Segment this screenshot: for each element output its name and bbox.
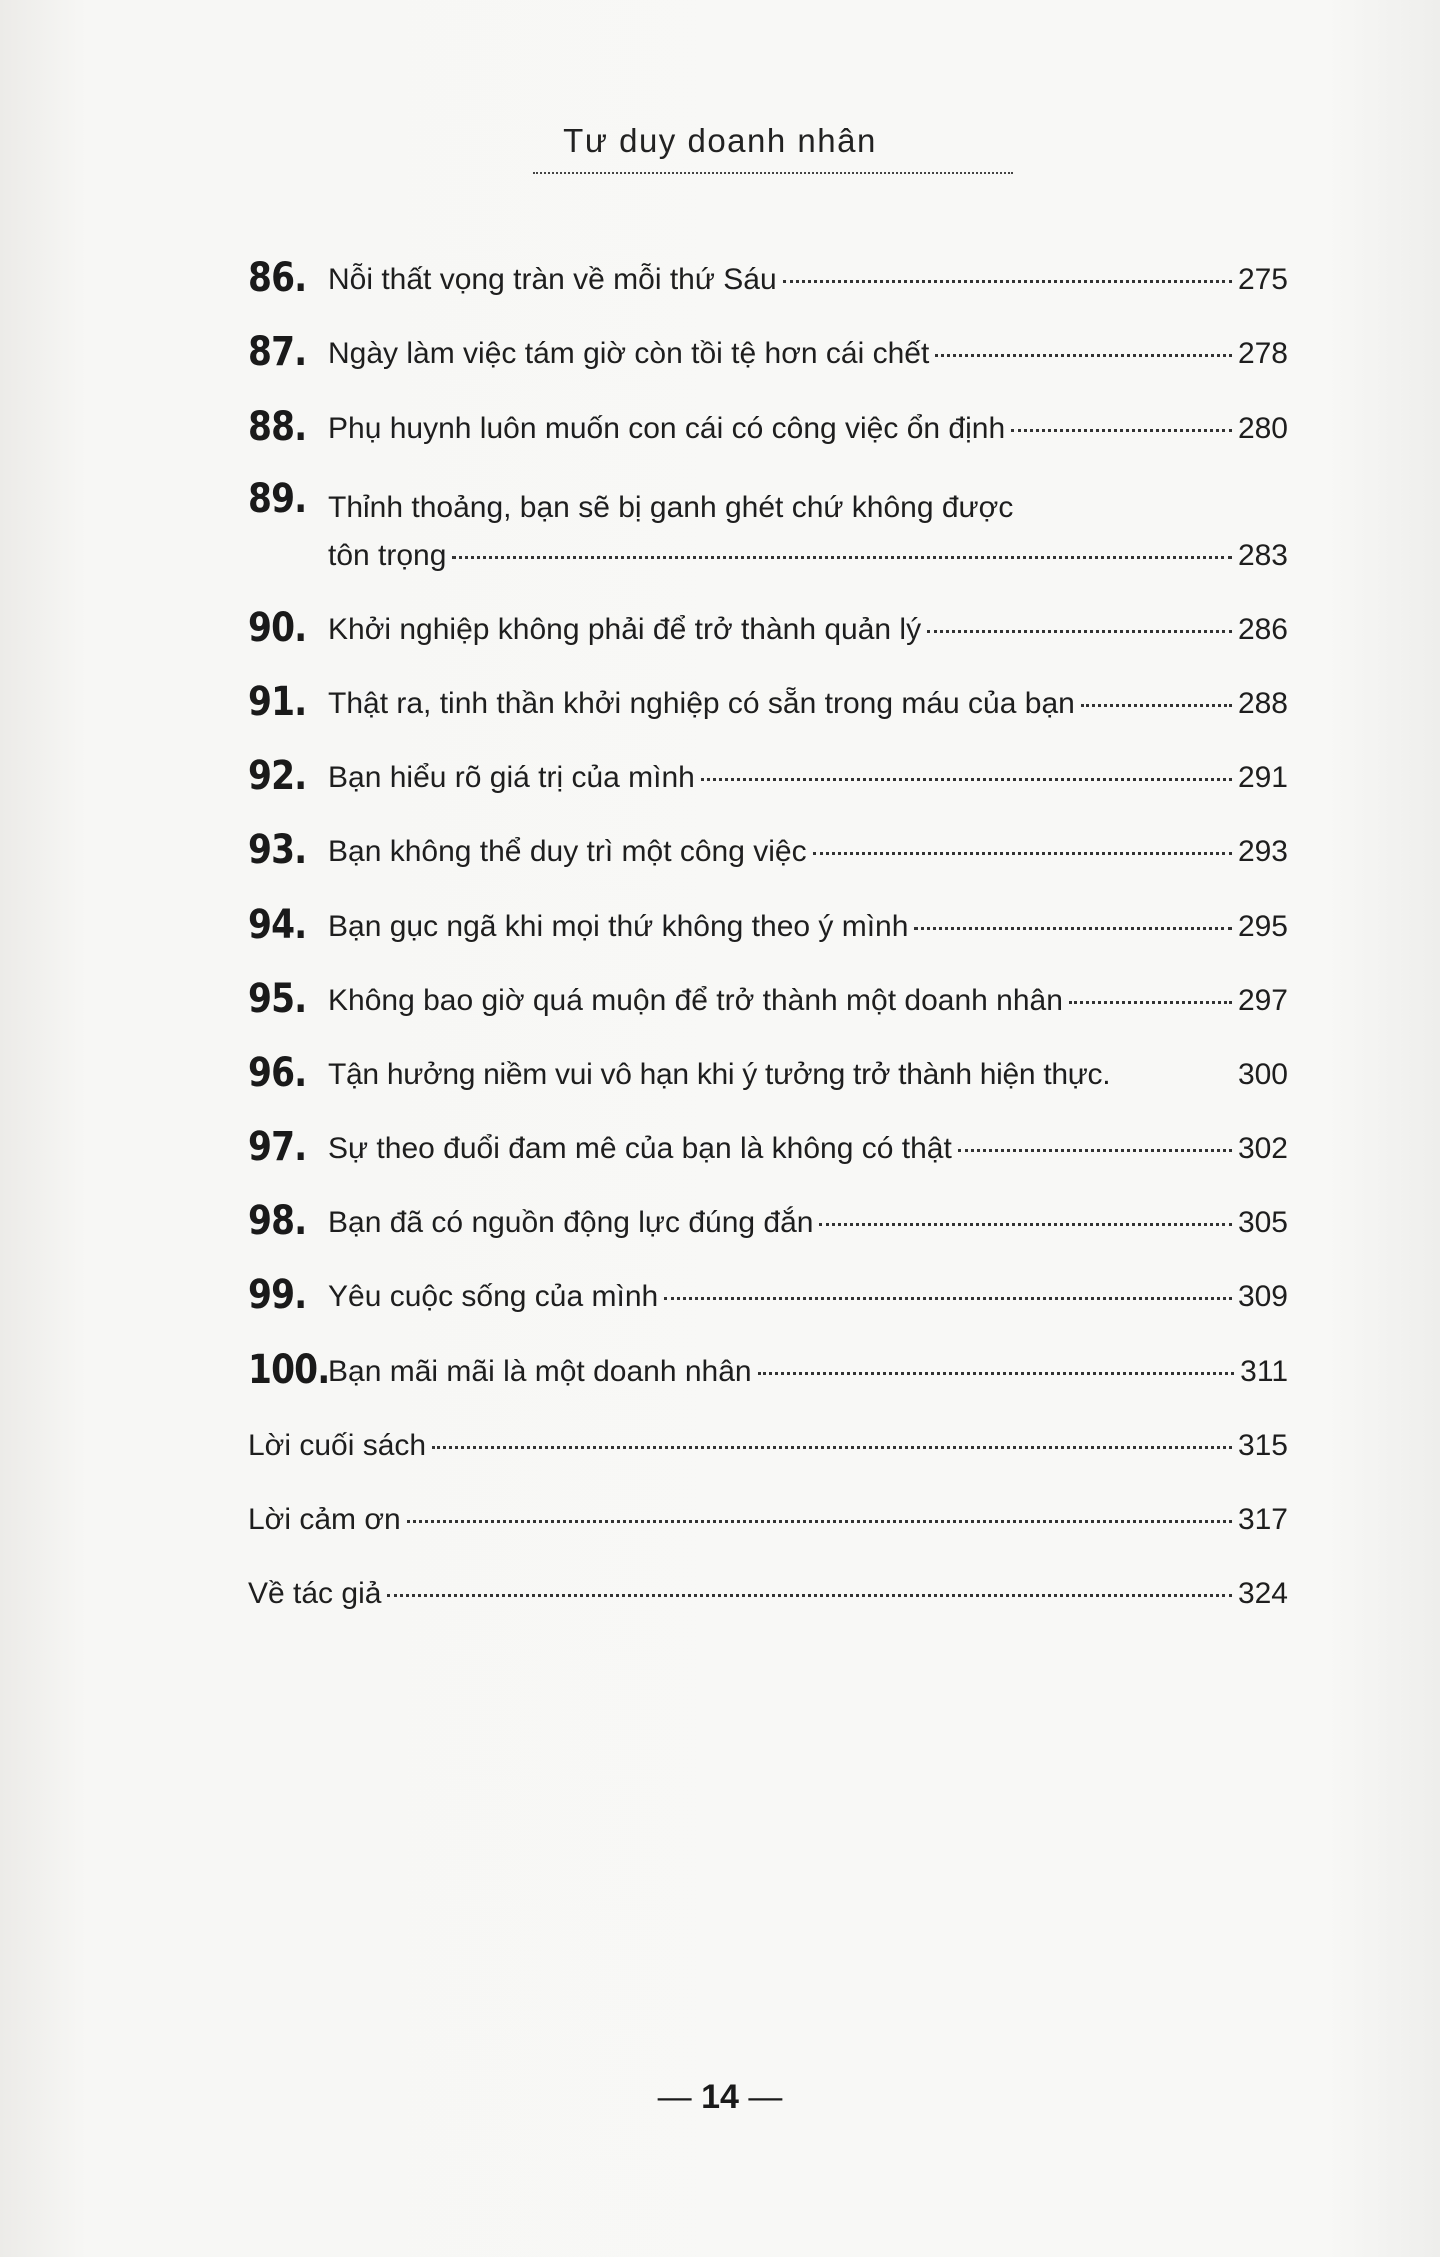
dot-leader bbox=[387, 1594, 1232, 1597]
toc-entry[interactable] bbox=[248, 1327, 1288, 1401]
toc-entry-page: 324 bbox=[1237, 1577, 1288, 1611]
dot-leader bbox=[819, 1223, 1231, 1226]
toc-entry-title: Khởi nghiệp không phải để trở thành quản lý bbox=[328, 612, 922, 646]
toc-entry[interactable] bbox=[248, 1031, 1288, 1105]
toc-entry-page: 305 bbox=[1237, 1206, 1288, 1240]
toc-entry-page: 293 bbox=[1237, 835, 1288, 869]
toc-back-matter-entry[interactable] bbox=[248, 1476, 1288, 1550]
toc-entry[interactable] bbox=[248, 1105, 1288, 1179]
dot-leader bbox=[1069, 1001, 1232, 1004]
toc-entry-title-line-1: Thỉnh thoảng, bạn sẽ bị ganh ghét chứ không được bbox=[328, 490, 1014, 524]
dot-leader bbox=[1081, 704, 1232, 707]
toc-entry-number: 99. bbox=[248, 1272, 307, 1319]
toc-entry-title: Bạn không thể duy trì một công việc bbox=[328, 835, 807, 869]
toc-entry[interactable] bbox=[248, 734, 1288, 808]
toc-back-matter-entry[interactable] bbox=[248, 1402, 1288, 1476]
running-header: Tư duy doanh nhân bbox=[563, 122, 877, 159]
toc-entry-page: 317 bbox=[1237, 1503, 1288, 1536]
toc-entry[interactable] bbox=[248, 310, 1288, 384]
dot-leader bbox=[452, 556, 1232, 559]
page-footer bbox=[0, 2078, 1440, 2117]
toc-entry-page: 278 bbox=[1237, 337, 1288, 371]
toc-entry[interactable] bbox=[248, 384, 1288, 458]
toc-entry-title: Thật ra, tinh thần khởi nghiệp có sẵn trong máu của bạn bbox=[328, 686, 1075, 720]
toc-entry-title: Không bao giờ quá muộn để trở thành một doanh nhân bbox=[328, 983, 1063, 1017]
toc-entry-number: 88. bbox=[248, 403, 307, 450]
toc-entry-page: 280 bbox=[1237, 411, 1288, 445]
toc-entry[interactable] bbox=[248, 882, 1288, 956]
toc-entry-title: Bạn đã có nguồn động lực đúng đắn bbox=[328, 1206, 814, 1240]
toc-entry[interactable] bbox=[248, 808, 1288, 882]
toc-entry-number: 95. bbox=[248, 975, 307, 1022]
toc-entry-number: 96. bbox=[248, 1049, 307, 1096]
toc-entry-number: 89. bbox=[248, 475, 307, 522]
toc-entry-page: 315 bbox=[1237, 1428, 1288, 1462]
toc-entry[interactable] bbox=[248, 1253, 1288, 1327]
dot-leader bbox=[783, 280, 1232, 283]
toc-entry-page: 275 bbox=[1237, 263, 1288, 297]
toc-entry-number: 97. bbox=[248, 1124, 307, 1171]
toc-entry-number: 87. bbox=[248, 329, 307, 376]
toc-entry-title: Bạn hiểu rõ giá trị của mình bbox=[328, 761, 695, 795]
toc-back-matter-entry[interactable] bbox=[248, 1550, 1288, 1624]
toc-entry-title: Ngày làm việc tám giờ còn tồi tệ hơn cái chết bbox=[328, 337, 930, 371]
dot-leader bbox=[914, 927, 1232, 930]
dot-leader bbox=[958, 1149, 1232, 1152]
toc-entry-page: 300 bbox=[1237, 1057, 1288, 1091]
toc-entry[interactable] bbox=[248, 586, 1288, 660]
toc-entry[interactable] bbox=[248, 660, 1288, 734]
toc-entry[interactable] bbox=[248, 1179, 1288, 1253]
toc-entry[interactable] bbox=[248, 236, 1288, 310]
dot-leader bbox=[664, 1297, 1232, 1300]
toc-entry-number: 98. bbox=[248, 1198, 307, 1245]
table-of-contents bbox=[248, 236, 1288, 1624]
toc-entry-title: Tận hưởng niềm vui vô hạn khi ý tưởng trở thành hiện thực. bbox=[328, 1057, 1111, 1091]
toc-entry-title: Sự theo đuổi đam mê của bạn là không có thật bbox=[328, 1132, 952, 1166]
toc-entry-page: 283 bbox=[1237, 538, 1288, 572]
toc-entry[interactable] bbox=[248, 957, 1288, 1031]
dot-leader bbox=[758, 1372, 1235, 1375]
dot-leader bbox=[407, 1520, 1232, 1523]
dot-leader bbox=[1011, 429, 1232, 432]
toc-entry-title: Bạn mãi mãi là một doanh nhân bbox=[328, 1354, 752, 1388]
dot-leader bbox=[813, 852, 1232, 855]
toc-entry-page: 302 bbox=[1237, 1132, 1288, 1166]
toc-entry-title: Phụ huynh luôn muốn con cái có công việc ổn định bbox=[328, 411, 1006, 445]
toc-entry-title: Lời cảm ơn bbox=[248, 1503, 401, 1536]
toc-entry-page: 291 bbox=[1237, 761, 1288, 795]
toc-entry-title: Bạn gục ngã khi mọi thứ không theo ý mình bbox=[328, 909, 909, 943]
footer-dash-left: — bbox=[657, 2078, 692, 2116]
toc-entry-title: tôn trọng bbox=[328, 538, 447, 572]
toc-entry-number: 92. bbox=[248, 753, 307, 800]
toc-entry-page: 311 bbox=[1240, 1354, 1288, 1388]
page-number: 14 bbox=[701, 2078, 739, 2116]
toc-entry-number: 100. bbox=[248, 1346, 330, 1393]
toc-entry[interactable] bbox=[248, 459, 1288, 586]
toc-entry-title: Về tác giả bbox=[248, 1577, 382, 1611]
toc-entry-page: 295 bbox=[1237, 909, 1288, 943]
toc-entry-title: Lời cuối sách bbox=[248, 1428, 427, 1462]
toc-entry-number: 90. bbox=[248, 604, 307, 651]
toc-entry-number: 94. bbox=[248, 901, 307, 948]
toc-entry-page: 286 bbox=[1237, 612, 1288, 646]
toc-entry-title: Yêu cuộc sống của mình bbox=[328, 1280, 659, 1314]
dot-leader bbox=[935, 354, 1232, 357]
toc-entry-page: 297 bbox=[1237, 983, 1288, 1017]
toc-entry-number: 91. bbox=[248, 678, 307, 725]
toc-entry-title: Nỗi thất vọng tràn về mỗi thứ Sáu bbox=[328, 263, 777, 297]
header-dotted-rule bbox=[533, 172, 1013, 174]
toc-entry-number: 86. bbox=[248, 255, 307, 302]
dot-leader bbox=[432, 1446, 1232, 1449]
footer-dash-right: — bbox=[748, 2078, 783, 2116]
toc-entry-page: 288 bbox=[1237, 686, 1288, 720]
dot-leader bbox=[701, 778, 1232, 781]
toc-entry-page: 309 bbox=[1237, 1280, 1288, 1314]
toc-entry-number: 93. bbox=[248, 827, 307, 874]
dot-leader bbox=[927, 630, 1232, 633]
